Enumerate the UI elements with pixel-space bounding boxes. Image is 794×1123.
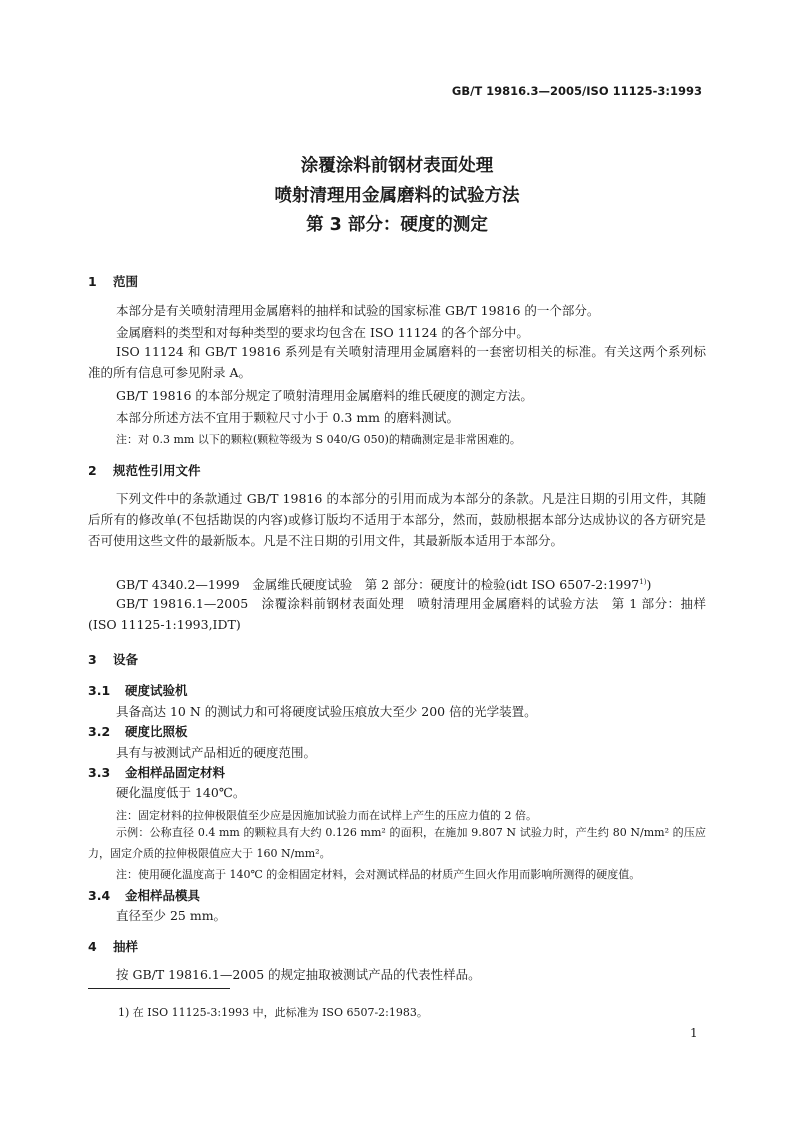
section-3-heading <box>88 650 138 668</box>
paragraph: 本部分所述方法不宜用于颗粒尺寸小于 0.3 mm 的磨料测试。 <box>116 410 460 425</box>
note: 注：使用硬化温度高于 140℃ 的金相固定材料，会对测试样品的材质产生回火作用而影响所测得的硬度值。 <box>116 868 641 881</box>
example: 示例：公称直径 0.4 mm 的颗粒具有大约 0.126 mm² 的面积，在施加 9.807 N 试验力时，产生约 80 N/mm² 的压应力，固定介质的拉伸极限值应大于 160 N/mm²。 <box>88 826 706 860</box>
subsection-number: 3.2 <box>88 724 111 739</box>
footnote-divider <box>88 988 230 989</box>
paragraph: GB/T 19816 的本部分规定了喷射清理用金属磨料的维氏硬度的测定方法。 <box>116 388 533 403</box>
subsection-3-2-heading <box>88 722 188 740</box>
section-1-heading <box>88 272 138 290</box>
paragraph: 下列文件中的条款通过 GB/T 19816 的本部分的引用而成为本部分的条款。凡是注日期的引用文件，其随后所有的修改单(不包括勘误的内容)或修订版均不适用于本部分，然而，鼓励根据本部分达成协议的各方研究是否可使用这些文件的最新版本。凡是不注日期的引用文件，其最新版本适用于本部分。 <box>88 491 706 548</box>
section-title: 设备 <box>113 652 139 667</box>
title-line-2: 喷射清理用金属磨料的试验方法 <box>274 186 520 206</box>
section-2-heading <box>88 461 201 479</box>
subsection-title: 金相样品固定材料 <box>125 765 226 780</box>
subsection-title: 硬度试验机 <box>125 683 188 698</box>
subsection-title: 金相样品模具 <box>125 888 201 903</box>
footnote-marker: 1) <box>639 577 647 586</box>
paragraph: 本部分是有关喷射清理用金属磨料的抽样和试验的国家标准 GB/T 19816 的一个部分。 <box>116 303 600 318</box>
section-number: 1 <box>88 274 97 289</box>
paragraph: 直径至少 25 mm。 <box>116 908 227 923</box>
reference-close: ) <box>646 577 652 592</box>
subsection-3-3-heading <box>88 763 225 781</box>
subsection-3-4-heading <box>88 886 200 904</box>
section-number: 4 <box>88 939 97 954</box>
note: 注：固定材料的拉伸极限值至少应是因施加试验力而在试样上产生的压应力值的 2 倍。 <box>116 809 537 822</box>
standard-code: GB/T 19816.3—2005/ISO 11125-3:1993 <box>451 84 702 98</box>
title-line-1: 涂覆涂料前钢材表面处理 <box>300 156 494 176</box>
subsection-number: 3.3 <box>88 765 111 780</box>
paragraph: 金属磨料的类型和对每种类型的要求均包含在 ISO 11124 的各个部分中。 <box>116 325 529 340</box>
section-title: 规范性引用文件 <box>113 463 201 478</box>
section-title: 范围 <box>113 274 139 289</box>
subsection-title: 硬度比照板 <box>125 724 188 739</box>
paragraph: 硬化温度低于 140℃。 <box>116 785 246 800</box>
section-4-heading <box>88 937 138 955</box>
page-number: 1 <box>690 1026 698 1040</box>
subsection-3-1-heading <box>88 681 188 699</box>
section-title: 抽样 <box>113 939 139 954</box>
section-number: 3 <box>88 652 97 667</box>
title-line-3: 第 3 部分：硬度的测定 <box>306 215 488 235</box>
reference-2: GB/T 19816.1—2005 涂覆涂料前钢材表面处理 喷射清理用金属磨料的试验方法 第 1 部分：抽样(ISO 11125-1:1993,IDT) <box>88 596 706 632</box>
section-number: 2 <box>88 463 97 478</box>
subsection-number: 3.1 <box>88 683 111 698</box>
footnote: 1) 在 ISO 11125-3:1993 中，此标准为 ISO 6507-2:1983。 <box>118 1006 428 1019</box>
note: 注：对 0.3 mm 以下的颗粒(颗粒等级为 S 040/G 050)的精确测定是非常困难的。 <box>116 433 521 446</box>
paragraph: ISO 11124 和 GB/T 19816 系列是有关喷射清理用金属磨料的一套密切相关的标准。有关这两个系列标准的所有信息可参见附录 A。 <box>88 344 706 380</box>
paragraph: 具备高达 10 N 的测试力和可将硬度试验压痕放大至少 200 倍的光学装置。 <box>116 704 537 719</box>
subsection-number: 3.4 <box>88 888 111 903</box>
reference-text: GB/T 4340.2—1999 金属维氏硬度试验 第 2 部分：硬度计的检验(idt ISO 6507-2:1997 <box>116 577 640 592</box>
reference-1 <box>116 575 651 593</box>
paragraph: 按 GB/T 19816.1—2005 的规定抽取被测试产品的代表性样品。 <box>116 967 481 982</box>
paragraph: 具有与被测试产品相近的硬度范围。 <box>116 745 317 760</box>
